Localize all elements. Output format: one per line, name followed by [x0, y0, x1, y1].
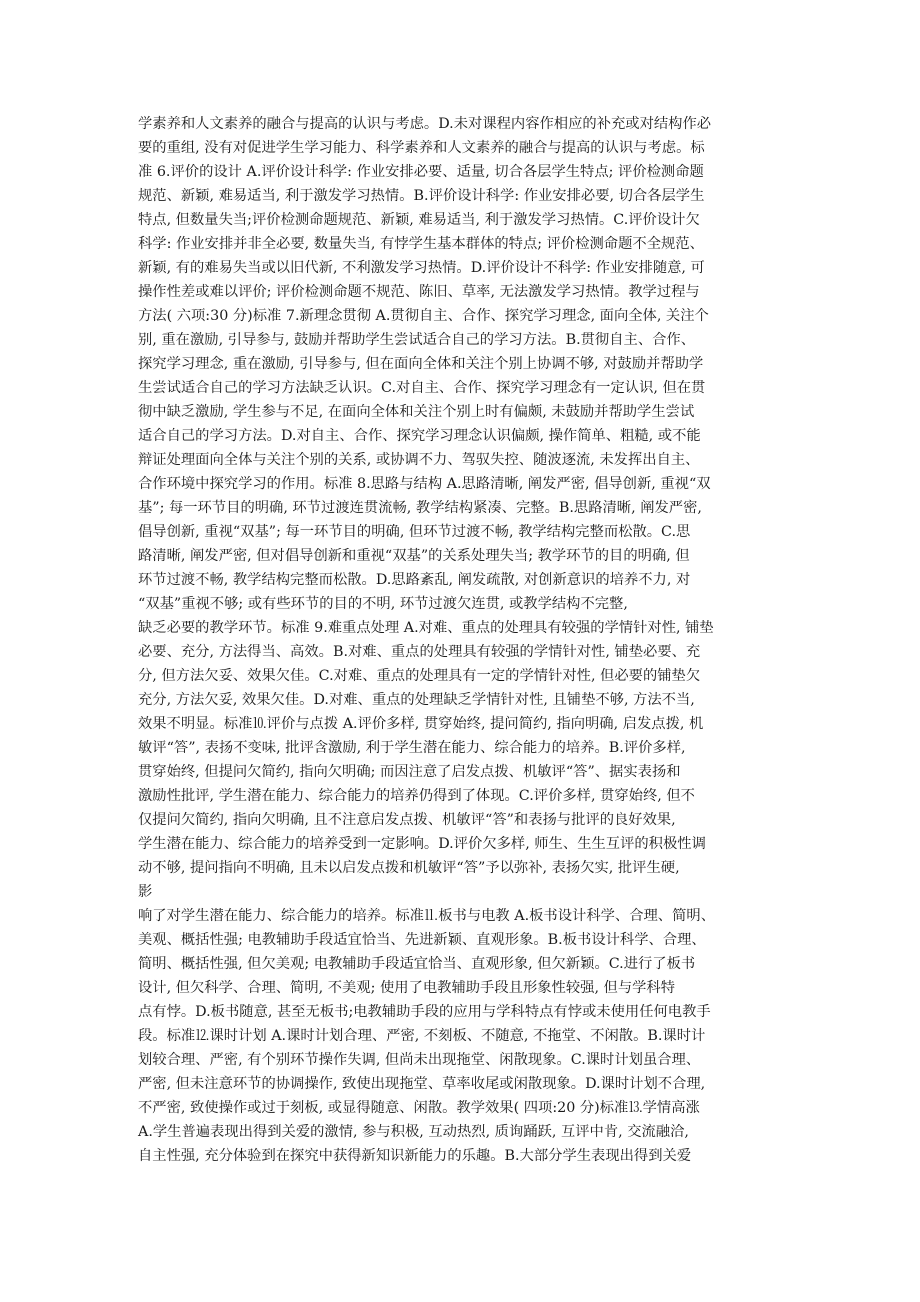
text-line: 效果不明显。标准⒑评价与点拨 A.评价多样, 贯穿始终, 提问简约, 指向明确, 启发点拨, 机	[138, 716, 704, 732]
text-line: “双基”重视不够; 或有些环节的目的不明, 环节过渡欠连贯, 或教学结构不完整,	[138, 596, 628, 612]
text-line: 简明、概括性强, 但欠美观; 电教辅助手段适宜恰当、直观形象, 但欠新颖。C.进行了板书	[138, 956, 696, 972]
text-line: 别, 重在激励, 引导参与, 鼓励并帮助学生尝试适合自己的学习方法。B.贯彻自主、合作、	[138, 332, 696, 348]
text-line: 点有悖。D.板书随意, 甚至无板书;电教辅助手段的应用与学科特点有悖或未使用任何电教手	[138, 1004, 711, 1020]
text-line: 学素养和人文素养的融合与提高的认识与考虑。D.未对课程内容作相应的补充或对结构作必	[138, 116, 712, 132]
text-line: 自主性强, 充分体验到在探究中获得新知识新能力的乐趣。B.大部分学生表现出得到关爱	[138, 1148, 692, 1164]
text-line: 影	[138, 884, 153, 900]
text-line: 生尝试适合自己的学习方法缺乏认识。C.对自主、合作、探究学习理念有一定认识, 但在贯	[138, 380, 706, 396]
text-line: 操作性差或难以评价; 评价检测命题不规范、陈旧、草率, 无法激发学习热情。教学过程与	[138, 284, 700, 300]
text-line: 彻中缺乏激励, 学生参与不足, 在面向全体和关注个别上时有偏颇, 未鼓励并帮助学生尝试	[138, 404, 695, 420]
text-line: 美观、概括性强; 电教辅助手段适宜恰当、先进新颖、直观形象。B.板书设计科学、合理、	[138, 932, 706, 948]
document-body-text	[138, 112, 788, 1168]
text-line: 响了对学生潜在能力、综合能力的培养。标准⒒板书与电教 A.板书设计科学、合理、简明、	[138, 908, 715, 924]
text-line: 适合自己的学习方法。D.对自主、合作、探究学习理念认识偏颇, 操作简单、粗糙, 或不能	[138, 428, 701, 444]
text-line: 辩证处理面向全体与关注个别的关系, 或协调不力、驾驭失控、随波逐流, 未发挥出自主、	[138, 452, 700, 468]
text-line: 仅提问欠简约, 指向欠明确, 且不注意启发点拨、机敏评“答”和表扬与批评的良好效果,	[138, 812, 676, 828]
text-line: 段。标准⒓课时计划 A.课时计划合理、严密, 不刻板、不随意, 不拖堂、不闲散。B.课时计	[138, 1028, 706, 1044]
text-line: 动不够, 提问指向不明确, 且未以启发点拨和机敏评“答”予以弥补, 表扬欠实, 批评生硬,	[138, 860, 680, 876]
text-line: 缺乏必要的教学环节。标准 9.难重点处理 A.对难、重点的处理具有较强的学情针对性, 铺垫	[138, 620, 714, 636]
text-line: 不严密, 致使操作或过于刻板, 或显得随意、闲散。教学效果( 四项:20 分)标准⒔学情高涨	[138, 1100, 700, 1116]
text-line: 学生潜在能力、综合能力的培养受到一定影响。D.评价欠多样, 师生、生生互评的积极性调	[138, 836, 706, 852]
text-line: A.学生普遍表现出得到关爱的激情, 参与积极, 互动热烈, 质询踊跃, 互评中肯, 交流融洽,	[138, 1124, 689, 1140]
text-line: 要的重组, 没有对促进学生学习能力、科学素养和人文素养的融合与提高的认识与考虑。标	[138, 140, 705, 156]
text-line: 规范、新颖, 难易适当, 利于激发学习热情。B.评价设计科学: 作业安排必要, 切合各层学生	[138, 188, 705, 204]
text-line: 准 6.评价的设计 A.评价设计科学: 作业安排必要、适量, 切合各层学生特点; 评价检测命题	[138, 164, 704, 180]
text-line: 方法( 六项:30 分)标准 7.新理念贯彻 A.贯彻自主、合作、探究学习理念, 面向全体, 关注个	[138, 308, 709, 324]
text-line: 倡导创新, 重视“双基”; 每一环节目的明确, 但环节过渡不畅, 教学结构完整而松散。C.思	[138, 524, 691, 540]
text-line: 基”; 每一环节目的明确, 环节过渡连贯流畅, 教学结构紧凑、完整。B.思路清晰, 阐发严密,	[138, 500, 702, 516]
text-line: 严密, 但未注意环节的协调操作, 致使出现拖堂、草率收尾或闲散现象。D.课时计划不合理,	[138, 1076, 706, 1092]
text-line: 探究学习理念, 重在激励, 引导参与, 但在面向全体和关注个别上协调不够, 对鼓励并帮助学	[138, 356, 704, 372]
text-line: 划较合理、严密, 有个别环节操作失调, 但尚未出现拖堂、闲散现象。C.课时计划虽合理、	[138, 1052, 701, 1068]
text-line: 贯穿始终, 但提问欠简约, 指向欠明确; 而因注意了启发点拨、机敏评“答”、据实表扬和	[138, 764, 681, 780]
text-line: 敏评“答”, 表扬不变味, 批评含激励, 利于学生潜在能力、综合能力的培养。B.评价多样,	[138, 740, 686, 756]
text-line: 环节过渡不畅, 教学结构完整而松散。D.思路紊乱, 阐发疏散, 对创新意识的培养不力, 对	[138, 572, 691, 588]
text-line: 激励性批评, 学生潜在能力、综合能力的培养仍得到了体现。C.评价多样, 贯穿始终, 但不	[138, 788, 695, 804]
text-line: 特点, 但数量失当;评价检测命题规范、新颖, 难易适当, 利于激发学习热情。C.评价设计欠	[138, 212, 700, 228]
text-line: 合作环境中探究学习的作用。标准 8.思路与结构 A.思路清晰, 阐发严密, 倡导创新, 重视“双	[138, 476, 711, 492]
text-line: 路清晰, 阐发严密, 但对倡导创新和重视“双基”的关系处理失当; 教学环节的目的明确, 但	[138, 548, 690, 564]
text-line: 新颖, 有的难易失当或以旧代新, 不利激发学习热情。D.评价设计不科学: 作业安排随意, 可	[138, 260, 705, 276]
text-line: 充分, 方法欠妥, 效果欠佳。D.对难、重点的处理缺乏学情针对性, 且铺垫不够, 方法不当,	[138, 692, 695, 708]
text-line: 分, 但方法欠妥、效果欠佳。C.对难、重点的处理具有一定的学情针对性, 但必要的铺垫欠	[138, 668, 701, 684]
text-line: 科学: 作业安排并非全必要, 数量失当, 有悖学生基本群体的特点; 评价检测命题不全规范、	[138, 236, 704, 252]
text-line: 必要、充分, 方法得当、高效。B.对难、重点的处理具有较强的学情针对性, 铺垫必要、充	[138, 644, 701, 660]
text-line: 设计, 但欠科学、合理、简明, 不美观; 使用了电教辅助手段且形象性较强, 但与学科特	[138, 980, 676, 996]
